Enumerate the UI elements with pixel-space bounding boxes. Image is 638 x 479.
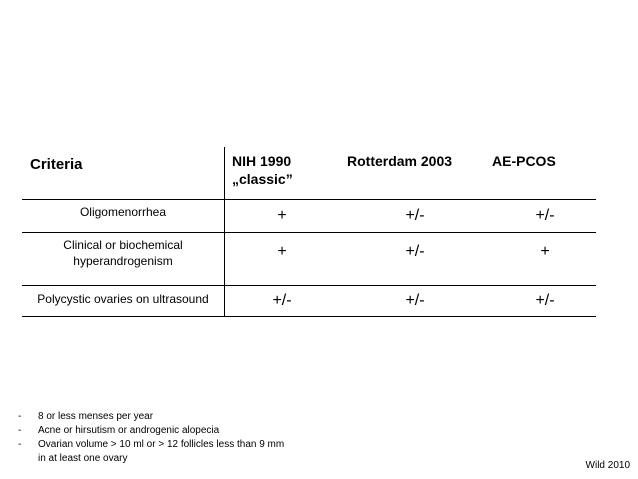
row-divider xyxy=(22,285,596,286)
column-divider xyxy=(224,147,225,316)
footnote-text: Acne or hirsutism or androgenic alopecia xyxy=(38,425,220,436)
footnote-item xyxy=(18,410,284,424)
footnotes xyxy=(18,410,284,466)
value-rotterdam: +/- xyxy=(405,292,425,309)
value-rotterdam: +/- xyxy=(405,207,425,224)
value-nih: + xyxy=(277,243,287,260)
criterion-oligomenorrhea xyxy=(22,204,224,220)
header-rotterdam-2003: Rotterdam 2003 xyxy=(347,153,453,169)
bullet-dash: - xyxy=(18,411,22,422)
bullet-dash: - xyxy=(18,425,22,436)
footnote-text: 8 or less menses per year xyxy=(38,411,154,422)
footnote-item xyxy=(18,424,284,438)
criterion-line: hyperandrogenism xyxy=(73,254,173,268)
value-ae-pcos: +/- xyxy=(535,207,555,224)
header-ae-pcos: AE-PCOS xyxy=(492,153,556,169)
criterion-line: Clinical or biochemical xyxy=(63,238,183,252)
row-divider xyxy=(22,316,596,317)
value-ae-pcos: + xyxy=(540,243,550,260)
criterion-polycystic-ovaries xyxy=(22,291,224,307)
criterion-line: Polycystic ovaries on ultrasound xyxy=(37,292,209,306)
footnote-text: in at least one ovary xyxy=(38,453,128,464)
criterion-line: Oligomenorrhea xyxy=(79,205,167,219)
row-divider xyxy=(22,199,596,200)
bullet-dash: - xyxy=(18,439,22,450)
header-criteria: Criteria xyxy=(30,156,83,173)
footnote-text: Ovarian volume > 10 ml or > 12 follicles less than 9 mm xyxy=(38,439,285,450)
header-nih-1990 xyxy=(232,152,293,188)
value-nih: +/- xyxy=(272,292,292,309)
footnote-item xyxy=(18,452,284,466)
criterion-hyperandrogenism xyxy=(22,237,224,269)
citation: Wild 2010 xyxy=(585,460,630,471)
bullet-dash xyxy=(18,452,38,466)
value-nih: + xyxy=(277,207,287,224)
value-ae-pcos: +/- xyxy=(535,292,555,309)
row-divider xyxy=(22,232,596,233)
footnote-item xyxy=(18,438,284,452)
value-rotterdam: +/- xyxy=(405,243,425,260)
header-nih-1990-line2: „classic” xyxy=(232,171,293,187)
header-nih-1990-line1: NIH 1990 xyxy=(232,153,292,169)
